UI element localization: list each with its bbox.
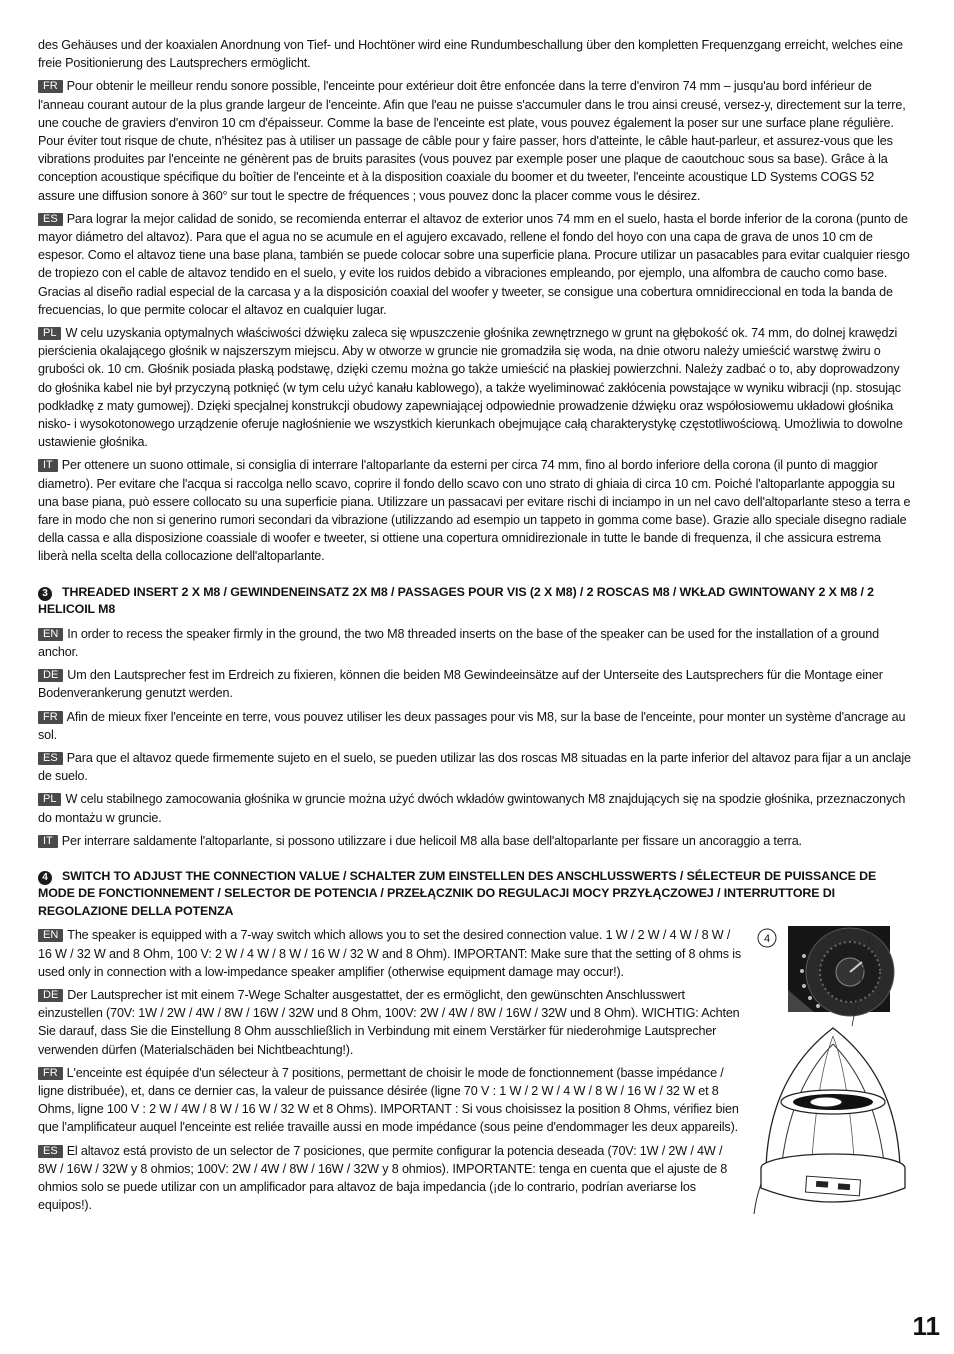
- page-number: 11: [912, 1311, 940, 1341]
- section-3-title: THREADED INSERT 2 X M8 / GEWINDENEINSATZ 2X M8 / PASSAGES POUR VIS (2 X M8) / 2 ROSCAS M8 / WKŁAD GWINTOWANY 2 X M8 / 2 HELICOIL M8: [38, 584, 874, 617]
- lang-tag-es: ES: [38, 213, 63, 226]
- s3-paragraph-pl: PL W celu stabilnego zamocowania głośnika w gruncie można użyć dwóch wkładów gwintowanych M8 znajdujących się na spodzie głośnika, przeznaczonych do montażu w gruncie.: [38, 792, 906, 825]
- speaker-illustration: [752, 926, 914, 1226]
- s4-paragraph-en: EN The speaker is equipped with a 7-way switch which allows you to set the desired connection value. 1 W / 2 W / 4 W / 8 W / 16 W / 32 W and 8 Ohm, 100 V: 2 W / 4 W / 8 W / 16 W / 32 W and 8 Ohm). IMPORTANT: Make sure that the setting of 8 ohms is used only in connection with a low-impedance speaker amplifier (otherwise equipment damage may occur!).: [38, 928, 742, 979]
- figure-number: 4: [763, 933, 771, 946]
- s3-paragraph-en: EN In order to recess the speaker firmly in the ground, the two M8 threaded inserts on the base of the speaker can be used for the installation of a ground anchor.: [38, 626, 879, 659]
- paragraph-es: ES Para lograr la mejor calidad de sonido, se recomienda enterrar el altavoz de exterior unos 74 mm en el suelo, hasta el borde inferior de la corona (punto de mayor diámetro del altavoz). Para que el agua no se acumule en el agujero excavado, rellene el fondo del hoyo con una capa de grava de unos 10 cm de espesor. Como el altavoz tiene una base plana, también se puede colocar sobre una superficie plana. Procure utilizar un pasacables para evitar cualquier riesgo de tropiezo con el cable de altavoz tendido en el suelo, y evite los ruidos debido a vibraciones empleando, por ejemplo, una alfombra de caucho como base. Gracias al diseño radial especial de la carcasa y a la disposición coaxial del woofer y tweeter, se consigue una cobertura omnidireccional en toda la banda de frecuencias, lo que permite colocar el altavoz en cualquier lugar.: [38, 211, 910, 317]
- lang-tag-it: IT: [38, 835, 58, 848]
- lang-tag-pl: PL: [38, 327, 61, 340]
- s3-paragraph-fr: FR Afin de mieux fixer l'enceinte en terre, vous pouvez utiliser les deux passages pour vis M8, sur la base de l'enceinte, pour monter un système d'ancrage au sol.: [38, 709, 906, 742]
- s4-paragraph-fr: FR L'enceinte est équipée d'un sélecteur à 7 positions, permettant de choisir le mode de fonctionnement (basse impédance / ligne distribuée), et, dans ce dernier cas, la valeur de puissance désirée (ligne 70 V : 1 W / 2 W / 4 W / 8 W / 16 W / 32 W et 8 Ohms, ligne 100 V : 2 W / 4W / 8 W / 16 W / 32 W et 8 Ohms). IMPORTANT : Si vous choisissez la position 8 Ohms, vérifiez bien que l'amplificateur auquel l'enceinte est reliée travaille aussi en mode impédance (sous peine d'endommager les deux appareils).: [38, 1065, 739, 1135]
- section-4-heading: [38, 868, 914, 921]
- lang-tag-de: DE: [38, 989, 63, 1002]
- lang-tag-fr: FR: [38, 711, 63, 724]
- section-3-body: [38, 625, 914, 850]
- s3-paragraph-es: ES Para que el altavoz quede firmemente sujeto en el suelo, se pueden utilizar las dos roscas M8 situadas en la parte inferior del altavoz para fijar a un anclaje de suelo.: [38, 750, 911, 784]
- s4-paragraph-de: DE Der Lautsprecher ist mit einem 7-Wege Schalter ausgestattet, der es ermöglicht, den gewünschten Anschlusswert einzustellen (70V: 1W / 2W / 4W / 8W / 16W / 32W und 8 Ohm, 100V: 2W / 4W / 8W / 16W / 32W und 8 Ohm). WICHTIG: Achten Sie darauf, dass Sie die Einstellung 8 Ohm ausschließlich in Verbindung mit einem Verstärker für niederohmige Lautsprecher verwenden dürfen (Materialschäden bei Nichtbeachtung!).: [38, 988, 740, 1057]
- speaker-terminal-icon: [806, 1177, 861, 1197]
- paragraph-de-continued: des Gehäuses und der koaxialen Anordnung von Tief- und Hochtöner wird eine Rundumbeschallung über den kompletten Frequenzgang erreicht, welches eine freie Positionierung des Lautsprechers ermöglicht.: [38, 38, 903, 71]
- s3-paragraph-de: DE Um den Lautsprecher fest im Erdreich zu fixieren, können die beiden M8 Gewindeeinsätze auf der Unterseite des Lautsprechers für die Montage einer Bodenverankerung genutzt werden.: [38, 668, 883, 701]
- s3-paragraph-it: IT Per interrare saldamente l'altoparlante, si possono utilizzare i due helicoil M8 alla base dell'altoparlante per fissare un ancoraggio a terra.: [38, 832, 914, 850]
- speaker-figure: [752, 926, 914, 1226]
- lang-tag-es: ES: [38, 752, 63, 765]
- top-paragraphs: [38, 36, 914, 566]
- paragraph-pl: PL W celu uzyskania optymalnych właściwości dźwięku zaleca się wpuszczenie głośnika zewnętrznego w grunt na głębokość ok. 74 mm, do dolnej krawędzi pierścienia okalającego głośnik w najszerszym miejscu. Aby w otworze w gruncie nie gromadziła się woda, na dnie otworu należy umieścić warstwę żwiru o grubości ok. 10 cm. Głośnik posiada płaską podstawę, dzięki czemu można go także umieścić na płaskiej powierzchni. Należy zadbać o to, aby doprowadzony do głośnika kabel nie był przyczyną potknięć (w tym celu użyć kanału kablowego), a także wyeliminować zakłócenia powstające w wyniku wibracji (np. stosując podkładkę z maty gumowej). Dzięki specjalnej konstrukcji obudowy zapewniającej odpowiednie prowadzenie dźwięku oraz współosiowemu układowi głośnika nisko- i wysokotonowego urządzenie oferuje nagłośnienie we wszystkich kierunkach obejmujące całą charakterystykę częstotliwościową. Umożliwia to dowolne ustawienie głośnika.: [38, 326, 903, 450]
- paragraph-it: IT Per ottenere un suono ottimale, si consiglia di interrare l'altoparlante da esterni per circa 74 mm, fino al bordo inferiore della corona (il punto di maggior diametro). Per evitare che l'acqua si raccolga nello scavo, coprire il fondo dello scavo con uno strato di ghiaia di circa 10 cm. Poiché l'altoparlante appoggia su una base piana, può essere collocato su una superficie piana. Utilizzare un passacavi per evitare rischi di inciampo in un nel cavo dell'altoparlante steso a terra e fare in modo che non si generino rumori secondari da vibrazione (utilizzando ad esempio un tappeto in gomma come base). Grazie allo speciale disegno radiale della cassa e alla disposizione coassiale di woofer e tweeter, si ottiene una copertura omnidirezionale in tutte le bande di frequenza, il che assicura estrema liberà nella scelta della collocazione dell'altoparlante.: [38, 458, 911, 564]
- lang-tag-en: EN: [38, 929, 63, 942]
- lang-tag-fr: FR: [38, 1067, 63, 1080]
- section-3-heading: [38, 584, 914, 619]
- s4-paragraph-es: ES El altavoz está provisto de un selector de 7 posiciones, que permite configurar la potencia deseada (70V: 1W / 2W / 4W / 8W / 16W / 32W y 8 ohmios; 100V: 2W / 4W / 8W / 16W / 32W y 8 ohmios). IMPORTANTE: tenga en cuenta que el ajuste de 8 ohmios solo se puede utilizar con un amplificador para altavoz de baja impedancia (¡de lo contrario, podrían averiarse los equipos!).: [38, 1143, 728, 1213]
- section-4-number: 4: [38, 871, 52, 885]
- lang-tag-pl: PL: [38, 793, 61, 806]
- page-content: [38, 36, 914, 1219]
- lang-tag-en: EN: [38, 628, 63, 641]
- lang-tag-de: DE: [38, 669, 63, 682]
- lang-tag-fr: FR: [38, 80, 63, 93]
- paragraph-fr: FR Pour obtenir le meilleur rendu sonore possible, l'enceinte pour extérieur doit être enfoncée dans la terre d'environ 74 mm – jusqu'au bord inférieur de l'anneau courant autour de la plus grande largeur de l'enceinte. Afin que l'eau ne puisse s'accumuler dans le trou ainsi creusé, versez-y, directement sur la terre, une couche de graviers d'environ 10 cm d'épaisseur. Comme la base de l'enceinte est plate, vous pouvez également la poser sur une surface plane régulière. Pour éviter tout risque de chute, n'hésitez pas à utiliser un passage de câble pour y faire passer, hors d'atteinte, le câble haut-parleur, et assurez-vous que les vibrations produites par l'enceinte ne génèrent pas de bruits parasites (vous pouvez par exemple poser une plaque de caoutchouc sous sa base). Grâce à la conception acoustique spécifique du boîtier de l'enceinte et à la disposition coaxiale du boomer et du tweeter, l'enceinte acoustique LD Systems COGS 52 assure une diffusion sonore à 360° sur tout le spectre de fréquences ; vous pouvez donc la placer comme vous le désirez.: [38, 79, 906, 203]
- lang-tag-it: IT: [38, 459, 58, 472]
- section-4-title: SWITCH TO ADJUST THE CONNECTION VALUE / SCHALTER ZUM EINSTELLEN DES ANSCHLUSSWERTS / SÉLECTEUR DE PUISSANCE DE MODE DE FONCTIONNEMENT / SELECTOR DE POTENCIA / PRZEŁĄCZNIK DO REGULACJI MOCY PRZYŁĄCZOWEJ / INTERRUTTORE DI REGOLAZIONE DELLA POTENZA: [38, 868, 877, 918]
- section-4-text: [38, 926, 744, 1214]
- section-4-body: [38, 926, 914, 1214]
- section-3-number: 3: [38, 587, 52, 601]
- lang-tag-es: ES: [38, 1145, 63, 1158]
